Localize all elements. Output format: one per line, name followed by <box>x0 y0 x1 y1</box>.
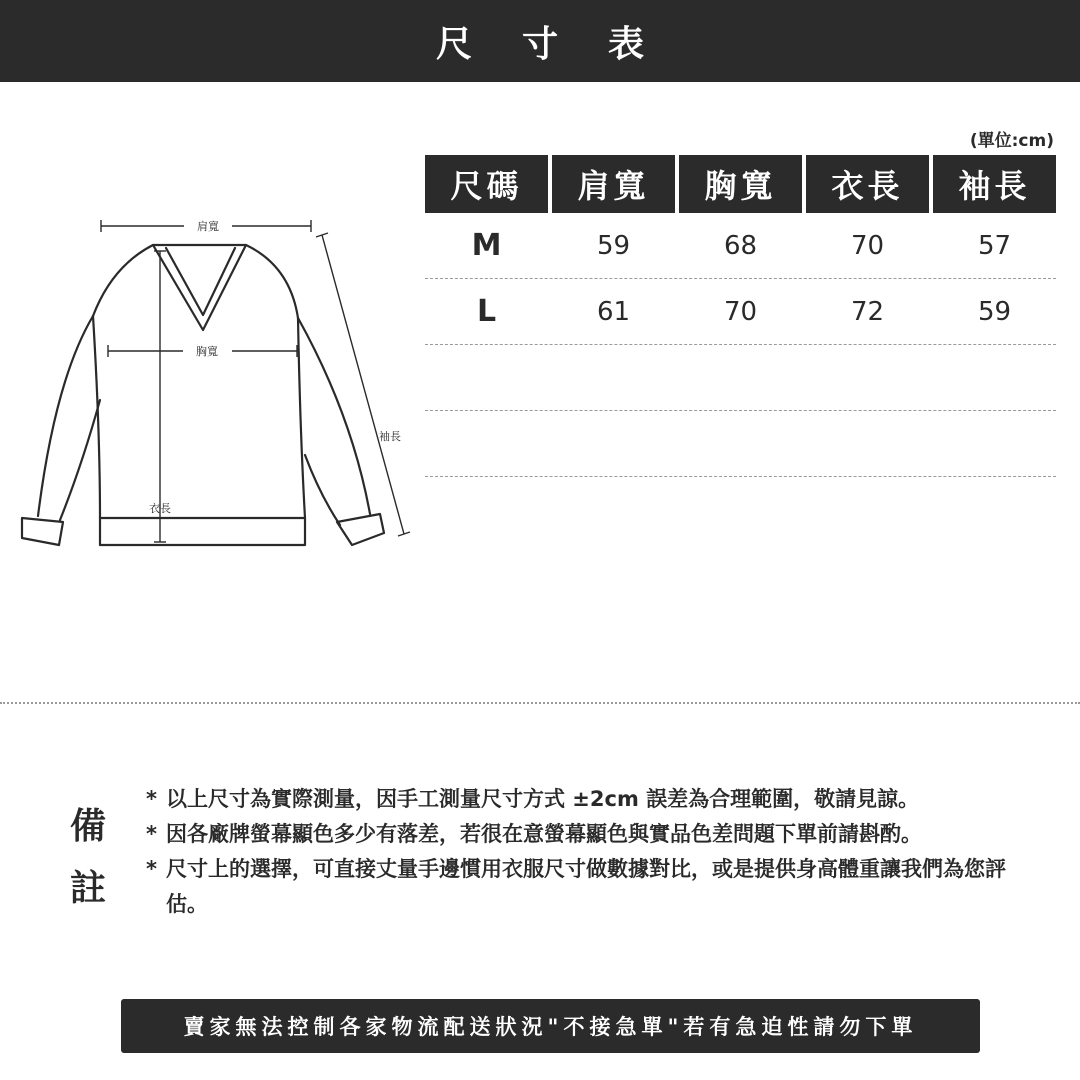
table-row-empty <box>425 345 1056 411</box>
table-cell: 70 <box>850 230 885 261</box>
table-row-empty <box>425 411 1056 477</box>
notes-heading: 備註 <box>69 806 106 909</box>
table-cell <box>933 345 1056 410</box>
section-divider <box>0 702 1080 704</box>
table-cell <box>552 345 675 410</box>
note-text: 因各廠牌螢幕顯色多少有落差，若很在意螢幕顯色與實品色差問題下單前請斟酌。 <box>166 822 922 846</box>
column-header-length: 衣長 <box>806 155 929 213</box>
table-header <box>425 155 1056 213</box>
column-header-shoulder: 肩寬 <box>552 155 675 213</box>
diagram-label-sleeve: 袖長 <box>379 430 401 443</box>
table-cell-size <box>425 411 548 476</box>
column-header-chest: 胸寬 <box>679 155 802 213</box>
table-cell <box>806 345 929 410</box>
note-item <box>146 782 1046 817</box>
table-cell-size: M <box>471 228 502 263</box>
note-item <box>146 817 1046 852</box>
page-title: 尺寸表 <box>435 23 694 65</box>
measurement-lines <box>101 220 410 542</box>
table-cell: 59 <box>596 230 631 261</box>
table-cell: 72 <box>850 296 885 327</box>
table-cell-size <box>425 345 548 410</box>
note-bullet: * <box>146 787 157 811</box>
table-cell: 68 <box>723 230 758 261</box>
table-body <box>425 213 1056 477</box>
note-text: 以上尺寸為實際測量，因手工測量尺寸方式 ±2cm 誤差為合理範圍，敬請見諒。 <box>166 787 920 811</box>
note-item <box>146 852 1046 922</box>
table-cell: 57 <box>977 230 1012 261</box>
notes-list <box>146 782 1046 922</box>
table-cell <box>933 411 1056 476</box>
table-cell: 70 <box>723 296 758 327</box>
table-row <box>425 213 1056 279</box>
header-bar <box>0 0 1080 82</box>
note-bullet: * <box>146 857 157 881</box>
column-header-sleeve: 袖長 <box>933 155 1056 213</box>
footer-notice-text: 賣家無法控制各家物流配送狀況"不接急單"若有急迫性請勿下單 <box>183 1015 918 1039</box>
table-cell: 59 <box>977 296 1012 327</box>
size-table <box>425 155 1056 477</box>
diagram-label-shoulder: 肩寬 <box>197 220 219 233</box>
table-cell <box>806 411 929 476</box>
table-cell <box>679 345 802 410</box>
sweater-outline-icon <box>22 245 384 545</box>
table-cell-size: L <box>476 294 497 329</box>
table-cell: 61 <box>596 296 631 327</box>
note-text: 尺寸上的選擇，可直接丈量手邊慣用衣服尺寸做數據對比，或是提供身高體重讓我們為您評估。 <box>166 857 1006 916</box>
table-cell <box>679 411 802 476</box>
unit-label: (單位:cm) <box>969 131 1054 151</box>
footer-notice <box>121 999 980 1053</box>
column-header-size: 尺碼 <box>425 155 548 213</box>
table-cell <box>552 411 675 476</box>
garment-diagram <box>0 200 420 560</box>
diagram-label-length: 衣長 <box>149 502 171 515</box>
diagram-label-chest: 胸寬 <box>196 345 218 358</box>
table-row <box>425 279 1056 345</box>
note-bullet: * <box>146 822 157 846</box>
